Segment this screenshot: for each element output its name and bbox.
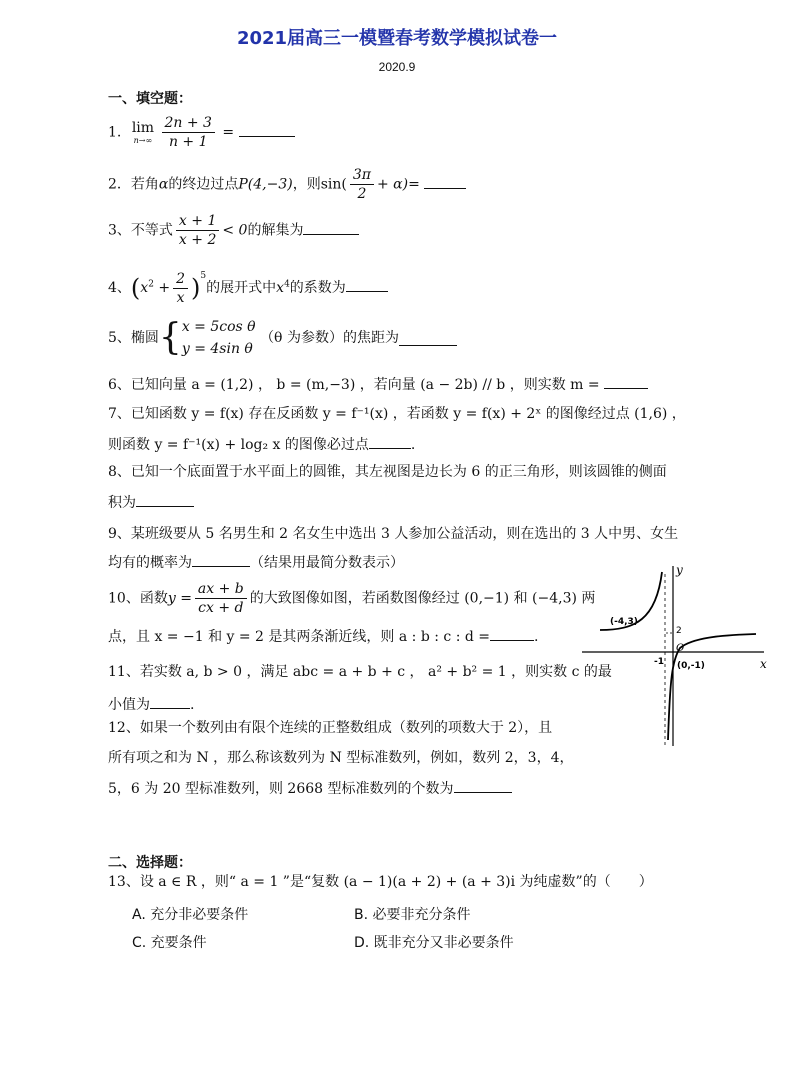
q9-line2-text: 均有的概率为	[108, 555, 192, 571]
q4-rparen: )	[191, 274, 201, 302]
section-fill-heading: 一、填空题：	[108, 91, 192, 107]
q1-answer-blank[interactable]	[239, 122, 295, 137]
q4-text-a: 4、	[108, 280, 131, 296]
question-4	[108, 266, 388, 307]
question-9-line-2	[108, 552, 404, 573]
q1-numerator: 2n + 3	[162, 114, 215, 133]
q2-frac-bot: 2	[357, 186, 367, 202]
q8-line2-text: 积为	[108, 495, 136, 511]
q3-frac-bot: x + 2	[178, 232, 217, 248]
q2-point: P(4,−3)	[238, 176, 293, 193]
q13-option-d[interactable]: D. 既非充分又非必要条件	[354, 935, 514, 951]
q4-plus: +	[158, 280, 171, 296]
q4-text-c: 的系数为	[289, 280, 346, 296]
q4-frac-top: 2	[173, 270, 188, 289]
q6-text: 6、已知向量 a = (1,2) ， b = (m,−3) ，若向量 (a − 2b) // b ，则实数 m =	[108, 377, 600, 393]
q10-line2-text: 点，且 x = −1 和 y = 2 是其两条渐近线，则 a : b : c : d =	[108, 629, 491, 645]
q5-text-a: 5、椭圆	[108, 330, 159, 346]
question-12-line-2: 所有项之和为 N ，那么称该数列为 N 型标准数列，例如，数列 2，3，4，	[108, 750, 574, 766]
q13-option-a[interactable]: A. 充分非必要条件	[132, 907, 249, 923]
q3-inequality: < 0	[222, 222, 248, 239]
q8-answer-blank[interactable]	[136, 492, 194, 507]
question-12-line-1: 12、如果一个数列由有限个连续的正整数组成（数列的项数大于 2），且	[108, 720, 553, 736]
q2-frac-top: 3π	[350, 166, 374, 185]
q7-answer-blank[interactable]	[369, 434, 411, 449]
question-9-line-1: 9、某班级要从 5 名男生和 2 名女生中选出 3 人参加公益活动，则在选出的 3 人中男、女生	[108, 526, 679, 542]
section-choice-heading: 二、选择题：	[108, 855, 192, 871]
q2-answer-blank[interactable]	[424, 174, 466, 189]
q4-answer-blank[interactable]	[346, 277, 388, 292]
question-6	[108, 374, 648, 395]
question-13-stem: 13、设 a ∈ R ，则“ a = 1 ”是“复数 (a − 1)(a + 2) + (a + 3)i 为纯虚数”的（ ）	[108, 874, 653, 890]
q6-answer-blank[interactable]	[604, 374, 648, 389]
q10-answer-blank[interactable]	[490, 626, 534, 641]
page-title: 2021届高三一模暨春考数学模拟试卷一	[236, 28, 558, 49]
q10-text-b: 的大致图像如图，若函数图像经过 (0,−1) 和 (−4,3) 两	[249, 590, 596, 607]
question-1	[108, 114, 295, 151]
question-3	[108, 212, 359, 249]
q4-lparen: (	[130, 274, 141, 302]
graph-neg1-label: -1	[654, 657, 664, 667]
q10-function-graph	[580, 560, 780, 750]
graph-origin-label: O	[676, 643, 685, 654]
q9-answer-blank[interactable]	[192, 552, 250, 567]
q4-x4-power: 4	[284, 279, 290, 290]
question-10-line-2	[108, 626, 538, 647]
question-5: 5、椭圆{ x = 5cos θ y = 4sin θ （θ 为参数）的焦距为	[108, 316, 457, 360]
q5-eq-2: y = 4sin θ	[181, 341, 253, 357]
q1-lim-sub: n→∞	[133, 135, 153, 145]
q1-equals: =	[222, 124, 235, 141]
graph-point-left-label: (-4,3)	[610, 617, 638, 627]
question-11-line-1: 11、若实数 a, b > 0 ，满足 abc = a + b + c ， a² + b² = 1 ，则实数 c 的最	[108, 664, 612, 680]
q2-text-a: 2．若角	[108, 176, 159, 193]
q7-end: .	[410, 437, 416, 453]
q3-text-a: 3、不等式	[108, 222, 173, 239]
q2-equals: =	[408, 176, 420, 193]
q10-text-a: 10、函数	[108, 590, 168, 607]
q1-lim: lim	[131, 119, 155, 136]
q2-sin-open: sin(	[320, 176, 347, 193]
q1-denominator: n + 1	[168, 134, 208, 150]
q5-text-b: （θ 为参数）的焦距为	[260, 330, 399, 346]
q3-frac-top: x + 1	[176, 212, 219, 231]
q3-answer-blank[interactable]	[303, 220, 359, 235]
graph-point-right-label: (0,-1)	[677, 661, 705, 671]
q9-note: （结果用最简分数表示）	[250, 555, 404, 571]
q4-text-b: 的展开式中	[206, 280, 277, 296]
q4-x: x	[140, 280, 149, 296]
q1-number: 1.	[108, 124, 122, 141]
q5-eq-1: x = 5cos θ	[181, 319, 256, 335]
q5-answer-blank[interactable]	[399, 331, 457, 346]
question-12-line-3	[108, 778, 512, 799]
q7-line2-text: 则函数 y = f⁻¹(x) + log₂ x 的图像必过点	[108, 437, 369, 453]
question-2	[108, 166, 466, 203]
question-7-line-1: 7、已知函数 y = f(x) 存在反函数 y = f⁻¹(x) ，若函数 y = f(x) + 2ˣ 的图像经过点 (1,6) ，	[108, 406, 686, 422]
question-8-line-2	[108, 492, 194, 513]
question-10-line-1	[108, 580, 595, 617]
q12-answer-blank[interactable]	[454, 778, 512, 793]
q12-line3-text: 5，6 为 20 型标准数列，则 2668 型标准数列的个数为	[108, 781, 454, 797]
q4-square: 2	[148, 279, 154, 290]
q10-end: .	[534, 629, 539, 645]
q13-option-b[interactable]: B. 必要非充分条件	[354, 907, 471, 923]
q10-frac-bot: cx + d	[198, 600, 244, 616]
q11-line2-text: 小值为	[108, 697, 150, 713]
graph-y-label: y	[676, 563, 683, 577]
q10-frac-top: ax + b	[195, 580, 247, 599]
graph-x-label: x	[760, 657, 767, 671]
question-11-line-2	[108, 694, 194, 715]
q2-alpha: α	[158, 176, 169, 193]
q10-y: y =	[167, 590, 192, 607]
q13-option-c[interactable]: C. 充要条件	[132, 935, 207, 951]
question-7-line-2	[108, 434, 415, 455]
q4-x4: x	[276, 280, 285, 296]
exam-date: 2020.9	[378, 60, 416, 74]
q2-text-b: 的终边过点	[168, 176, 239, 193]
q3-text-b: 的解集为	[247, 222, 304, 239]
q4-power: 5	[200, 271, 207, 281]
question-8-line-1: 8、已知一个底面置于水平面上的圆锥，其左视图是边长为 6 的正三角形，则该圆锥的侧面	[108, 464, 667, 480]
q11-end: .	[190, 697, 195, 713]
q11-answer-blank[interactable]	[150, 694, 190, 709]
graph-asymptote-label: 2	[676, 626, 682, 636]
q4-frac-bot: x	[176, 289, 185, 306]
q2-text-c: ，则	[292, 176, 321, 193]
q2-sin-close: + α)	[376, 176, 409, 193]
